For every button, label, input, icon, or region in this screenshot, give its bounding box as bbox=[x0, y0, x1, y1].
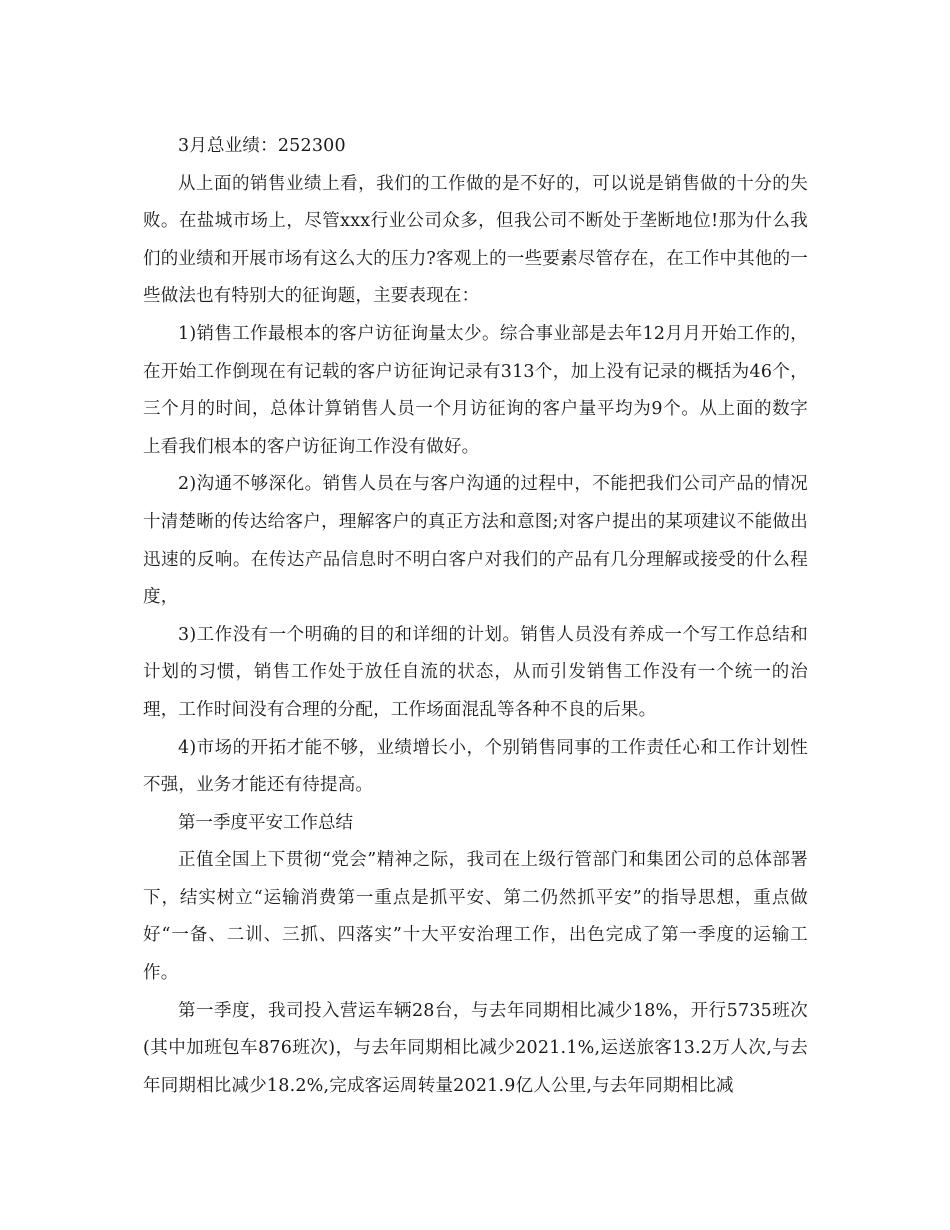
issue-2-paragraph: 2)沟通不够深化。销售人员在与客户沟通的过程中，不能把我们公司产品的情况十清楚晰的传达给客户，理解客户的真正方法和意图;对客户提出的某项建议不能做出迅速的反响。在传达产品信息时不明白客户对我们的产品有几分理解或接受的什么程度， bbox=[143, 474, 808, 608]
document-body bbox=[143, 128, 808, 1105]
issue-1-paragraph: 1)销售工作最根本的客户访征询量太少。综合事业部是去年12月月开始工作的，在开始工作倒现在有记载的客户访征询记录有313个，加上没有记录的概括为46个，三个月的时间，总体计算销售人员一个月访征询的客户量平均为9个。从上面的数字上看我们根本的客户访征询工作没有做好。 bbox=[143, 323, 808, 457]
issue-3-paragraph: 3)工作没有一个明确的目的和详细的计划。销售人员没有养成一个写工作总结和计划的习惯，销售工作处于放任自流的状态，从而引发销售工作没有一个统一的治理，工作时间没有合理的分配，工作场面混乱等各种不良的后果。 bbox=[143, 624, 808, 720]
section-heading: 第一季度平安工作总结 bbox=[178, 812, 353, 833]
sales-analysis-paragraph: 从上面的销售业绩上看，我们的工作做的是不好的，可以说是销售做的十分的失败。在盐城市场上，尽管xxx行业公司众多，但我公司不断处于垄断地位!那为什么我们的业绩和开展市场有这么大的压力?客观上的一些要素尽管存在，在工作中其他的一些做法也有特别大的征询题，主要表现在： bbox=[143, 173, 808, 307]
first-quarter-stats-paragraph: 第一季度，我司投入营运车辆28台，与去年同期相比减少18%，开行5735班次(其中加班包车876班次)，与去年同期相比减少2021.1%,运送旅客13.2万人次,与去年同期相比减少18.2%,完成客运周转量2021.9亿人公里,与去年同期相比减 bbox=[143, 1000, 808, 1096]
sales-total-line: 3月总业绩：252300 bbox=[178, 136, 346, 156]
safety-intro-paragraph: 正值全国上下贯彻“党会”精神之际，我司在上级行管部门和集团公司的总体部署下，结实树立“运输消费第一重点是抓平安、第二仍然抓平安”的指导思想，重点做好“一备、二训、三抓、四落实”十大平安治理工作，出色完成了第一季度的运输工作。 bbox=[143, 850, 808, 984]
issue-4-paragraph: 4)市场的开拓才能不够，业绩增长小，个别销售同事的工作责任心和工作计划性不强，业务才能还有待提高。 bbox=[143, 737, 808, 796]
